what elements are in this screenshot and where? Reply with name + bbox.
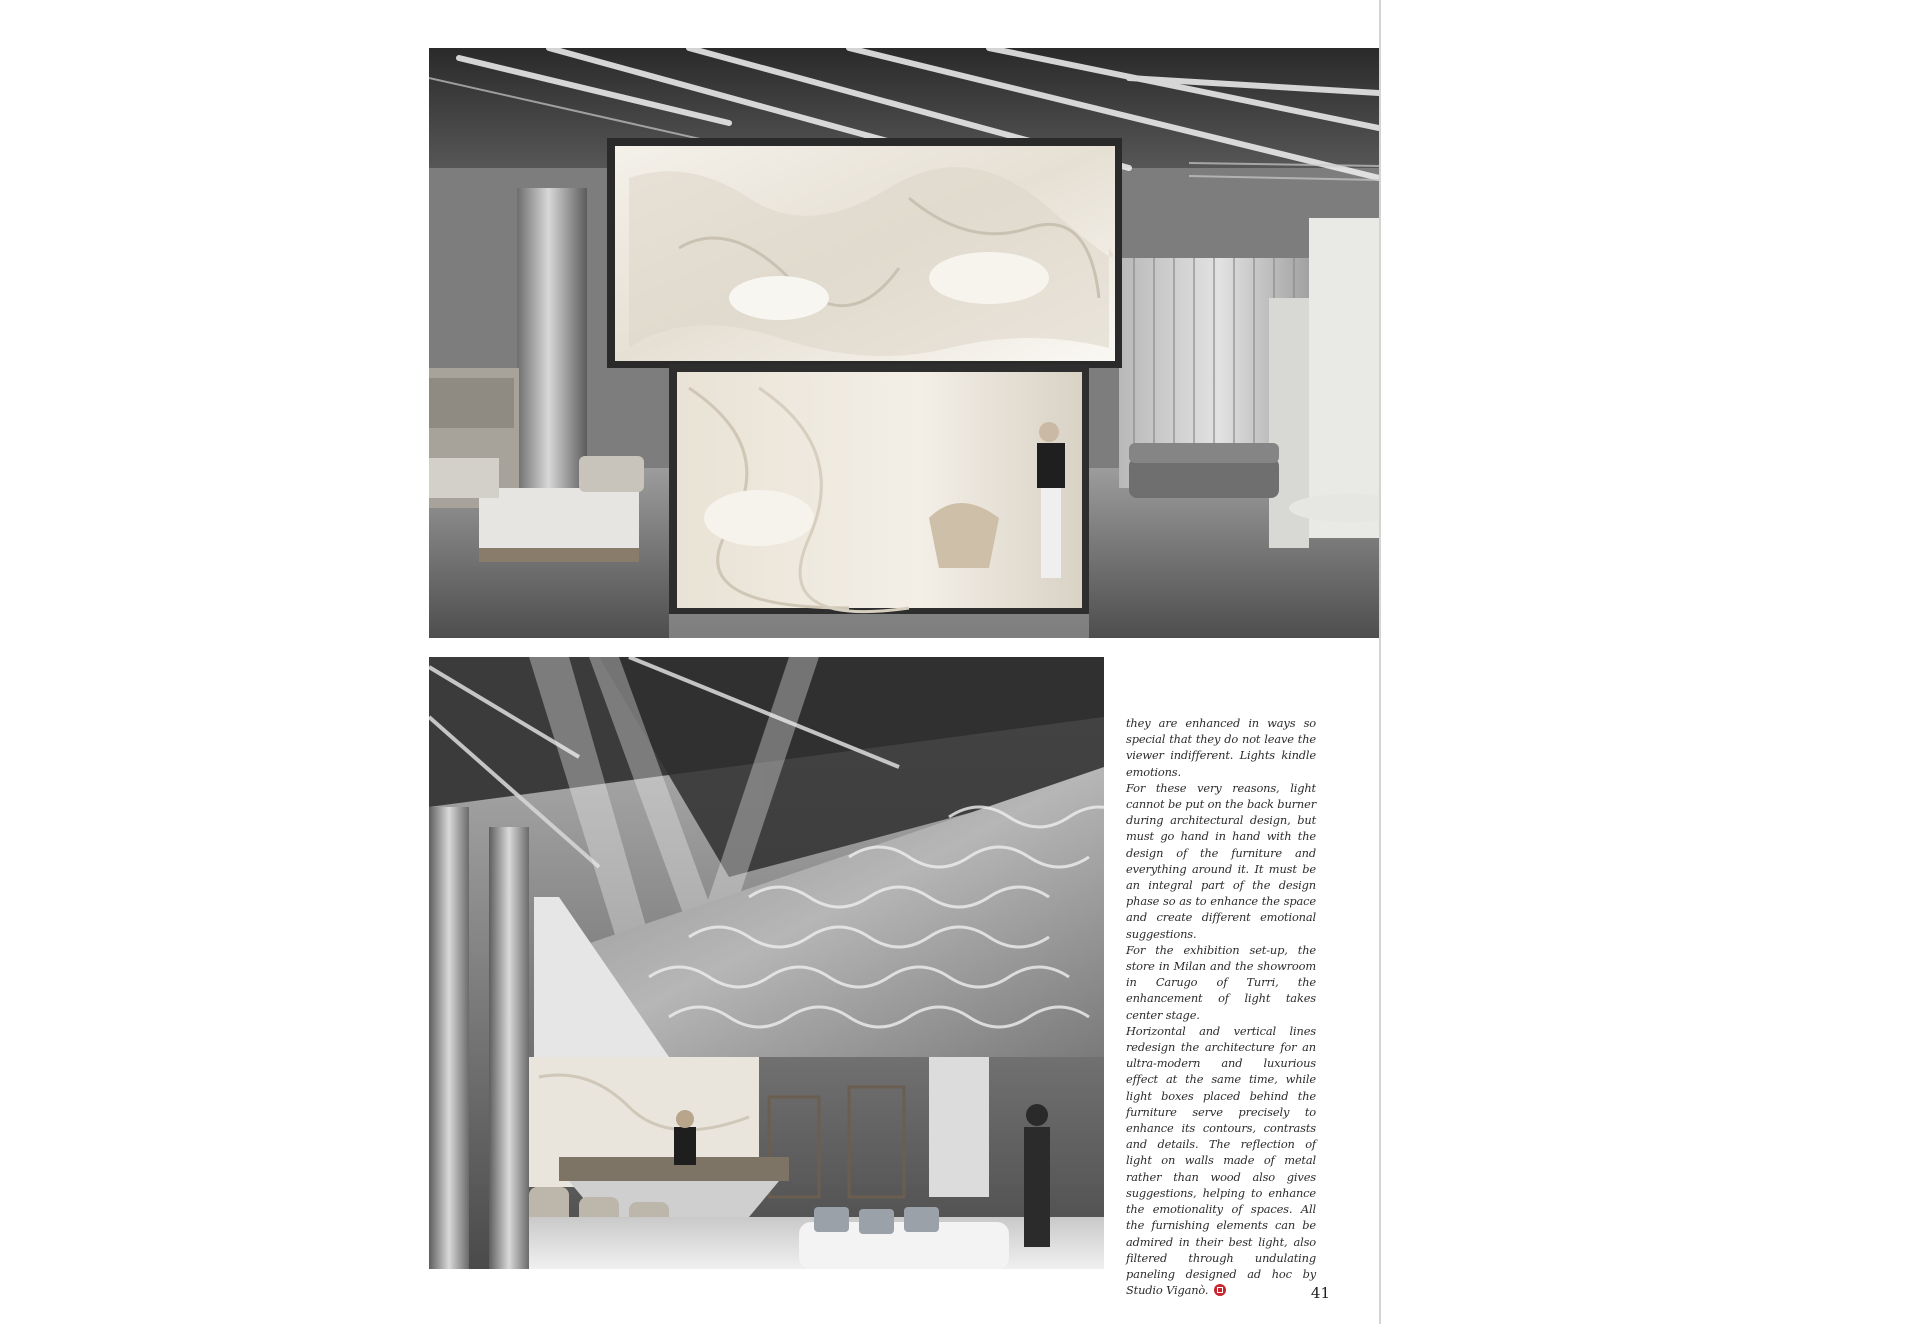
article-body <box>1126 715 1316 1298</box>
article-paragraph: they are enhanced in ways so special that they do not leave the viewer indifferent. Lights kindle emotions. <box>1126 716 1316 779</box>
article-paragraph: For the exhibition set-up, the store in Milan and the showroom in Carugo of Turri, the enhancement of light takes center stage. <box>1126 942 1316 1022</box>
page-edge-divider <box>1379 0 1381 1324</box>
article-paragraph-last <box>1126 1023 1316 1298</box>
boutique-interior-photo <box>429 657 1104 1269</box>
end-of-article-icon <box>1214 1284 1226 1296</box>
showroom-lightbox-photo <box>429 48 1379 638</box>
article-paragraph: For these very reasons, light cannot be put on the back burner during architectural design, but must go hand in hand with the design of the furniture and everything around it. It must be an integral part of the design phase so as to enhance the space and create different emotional suggestions. <box>1126 780 1316 941</box>
article-paragraph-text: Horizontal and vertical lines redesign the architecture for an ultra-modern and luxurious effect at the same time, while light boxes placed behind the furniture serve precisely to enhance its contours, contrasts and details. The reflection of light on walls made of metal rather than wood also gives suggestions, helping to enhance the emotionality of spaces. All the furnishing elements can be admired in their best light, also filtered through undulating paneling designed ad hoc by Studio Viganò. <box>1126 1023 1316 1298</box>
page-number: 41 <box>1310 1284 1330 1302</box>
